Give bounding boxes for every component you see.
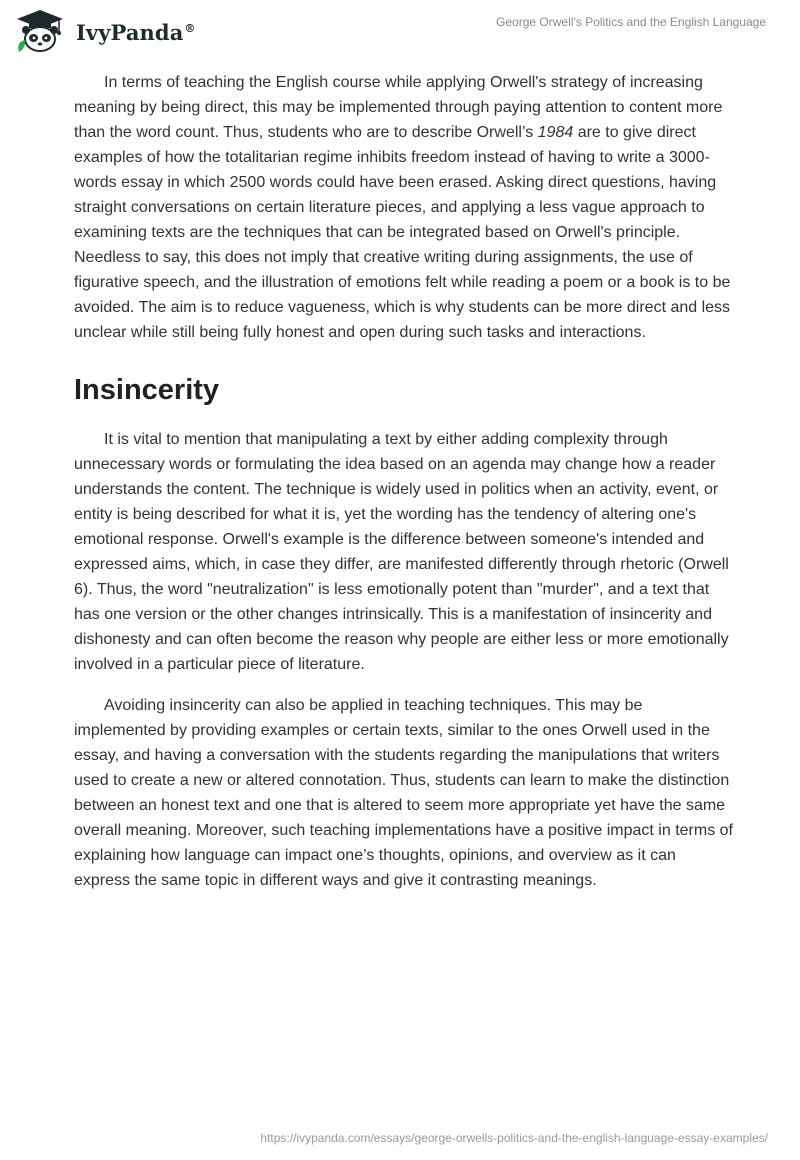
paragraph-text: are to give direct examples of how the totalitarian regime inhibits freedom instead of having to write a 3000-words essay in which 2500 words could have been erased. Asking direct questions, having straight conversations on certain literature pieces, and applying a less vague approach to examining texts are the techniques that can be integrated based on Orwell's principle. Needless to say, this does not imply that creative writing during assignments, the use of figurative speech, and the illustration of emotions felt while reading a poem or a book is to be avoided. The aim is to reduce vagueness, which is why students can be more direct and less unclear while still being fully honest and open during such tasks and interactions.: [74, 124, 731, 341]
brand-name: [76, 20, 196, 45]
brand-text: IvyPanda: [76, 19, 184, 45]
book-title-1984: 1984: [537, 124, 574, 141]
document-title: George Orwell’s Politics and the English Language: [496, 15, 766, 29]
panda-graduate-icon: [14, 8, 66, 54]
section-heading-insincerity: Insincerity: [74, 374, 220, 406]
essay-body: [74, 70, 734, 909]
paragraph-teaching-directness: [74, 70, 734, 345]
page-header: [0, 0, 800, 60]
paragraph-manipulation: It is vital to mention that manipulating a text by either adding complexity through unnecessary words or formulating the idea based on an agenda may change how a reader understands the content. The technique is widely used in politics when an activity, event, or entity is being described for what it is, yet the wording has the tendency of altering one's emotional response. Orwell's example is the difference between someone's intended and expressed aims, which, in case they differ, are manifested differently through rhetoric (Orwell 6). Thus, the word "neutralization" is less emotionally potent than "murder", and a text that has one version or the other changes intrinsically. This is a manifestation of insincerity and dishonesty and can often become the reason why people are either less or more emotionally involved in a particular piece of literature.: [74, 431, 729, 673]
ivypanda-logo[interactable]: [14, 8, 196, 54]
paragraph-avoiding-insincerity: Avoiding insincerity can also be applied in teaching techniques. This may be implemented by providing examples or certain texts, similar to the ones Orwell used in the essay, and having a conversation with the students regarding the manipulations that writers used to create a new or altered connotation. Thus, students can learn to make the distinction between an honest text and one that is altered to seem more appropriate yet have the same overall meaning. Moreover, such teaching implementations have a positive impact in terms of explaining how language can impact one’s thoughts, opinions, and overview as it can express the same topic in different ways and give it contrasting meanings.: [74, 697, 733, 889]
registered-mark: ®: [184, 21, 196, 35]
paragraph-text: In terms of teaching the English course while applying Orwell's strategy of increasing meaning by being direct, this may be implemented through paying attention to content more than the word count. Thus, students who are to describe Orwell’s: [74, 74, 723, 141]
source-url[interactable]: https://ivypanda.com/essays/george-orwells-politics-and-the-english-language-essay-examples/: [260, 1131, 768, 1145]
